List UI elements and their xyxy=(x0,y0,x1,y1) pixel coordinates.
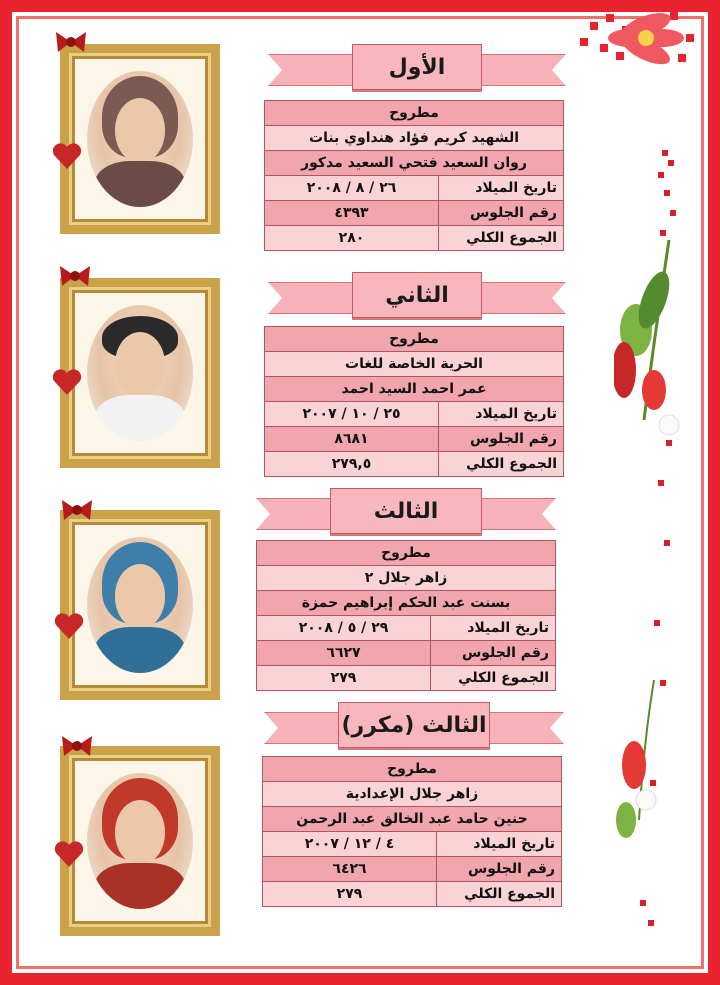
school-name: الشهيد كريم فؤاد هنداوي بنات xyxy=(265,126,564,151)
student-info-table xyxy=(256,540,556,691)
total-label: الجموع الكلي xyxy=(439,452,564,477)
seat-label: رقم الجلوس xyxy=(431,641,556,666)
student-info-table xyxy=(264,100,564,251)
seat-number: ٦٤٢٦ xyxy=(263,857,437,882)
school-name: زاهر جلال ٢ xyxy=(257,566,556,591)
district: مطروح xyxy=(257,541,556,566)
rank-banner xyxy=(256,488,556,534)
district: مطروح xyxy=(263,757,562,782)
student-photo xyxy=(87,537,193,673)
ribbon-bow-icon xyxy=(54,30,88,60)
heart-icon xyxy=(54,840,84,868)
birth-label: تاريخ الميلاد xyxy=(439,176,564,201)
district: مطروح xyxy=(265,327,564,352)
photo-frame xyxy=(60,746,220,936)
student-name: روان السعيد فتحي السعيد مدكور xyxy=(265,151,564,176)
birth-label: تاريخ الميلاد xyxy=(437,832,562,857)
seat-label: رقم الجلوس xyxy=(437,857,562,882)
total-score: ٢٧٩,٥ xyxy=(265,452,439,477)
flower-vine-decoration xyxy=(614,120,684,980)
student-info-table xyxy=(264,326,564,477)
total-score: ٢٧٩ xyxy=(257,666,431,691)
rank-title: الأول xyxy=(352,44,482,90)
student-name: عمر احمد السيد احمد xyxy=(265,377,564,402)
flower-corner-decoration xyxy=(550,4,710,74)
seat-label: رقم الجلوس xyxy=(439,201,564,226)
rank-banner xyxy=(268,272,566,318)
total-label: الجموع الكلي xyxy=(437,882,562,907)
birth-date: ٢٩ / ٥ / ٢٠٠٨ xyxy=(257,616,431,641)
rank-banner xyxy=(268,44,566,90)
rank-banner xyxy=(264,702,564,748)
total-label: الجموع الكلي xyxy=(431,666,556,691)
rank-title: الثالث (مكرر) xyxy=(338,702,490,748)
birth-date: ٤ / ١٢ / ٢٠٠٧ xyxy=(263,832,437,857)
total-score: ٢٨٠ xyxy=(265,226,439,251)
student-info-table xyxy=(262,756,562,907)
student-name: حنين حامد عبد الخالق عبد الرحمن xyxy=(263,807,562,832)
photo-frame xyxy=(60,278,220,468)
birth-label: تاريخ الميلاد xyxy=(439,402,564,427)
ribbon-bow-icon xyxy=(58,264,92,294)
birth-label: تاريخ الميلاد xyxy=(431,616,556,641)
seat-label: رقم الجلوس xyxy=(439,427,564,452)
heart-icon xyxy=(52,368,82,396)
rank-title: الثالث xyxy=(330,488,482,534)
student-photo xyxy=(87,305,193,441)
school-name: الحرية الخاصة للغات xyxy=(265,352,564,377)
school-name: زاهر جلال الإعدادية xyxy=(263,782,562,807)
student-photo xyxy=(87,773,193,909)
photo-frame xyxy=(60,510,220,700)
ribbon-bow-icon xyxy=(60,498,94,528)
rank-title: الثاني xyxy=(352,272,482,318)
seat-number: ٦٦٢٧ xyxy=(257,641,431,666)
student-photo xyxy=(87,71,193,207)
seat-number: ٨٦٨١ xyxy=(265,427,439,452)
birth-date: ٢٦ / ٨ / ٢٠٠٨ xyxy=(265,176,439,201)
ribbon-bow-icon xyxy=(60,734,94,764)
total-label: الجموع الكلي xyxy=(439,226,564,251)
student-name: بسنت عبد الحكم إبراهيم حمزة xyxy=(257,591,556,616)
district: مطروح xyxy=(265,101,564,126)
heart-icon xyxy=(54,612,84,640)
heart-icon xyxy=(52,142,82,170)
birth-date: ٢٥ / ١٠ / ٢٠٠٧ xyxy=(265,402,439,427)
photo-frame xyxy=(60,44,220,234)
total-score: ٢٧٩ xyxy=(263,882,437,907)
seat-number: ٤٣٩٣ xyxy=(265,201,439,226)
